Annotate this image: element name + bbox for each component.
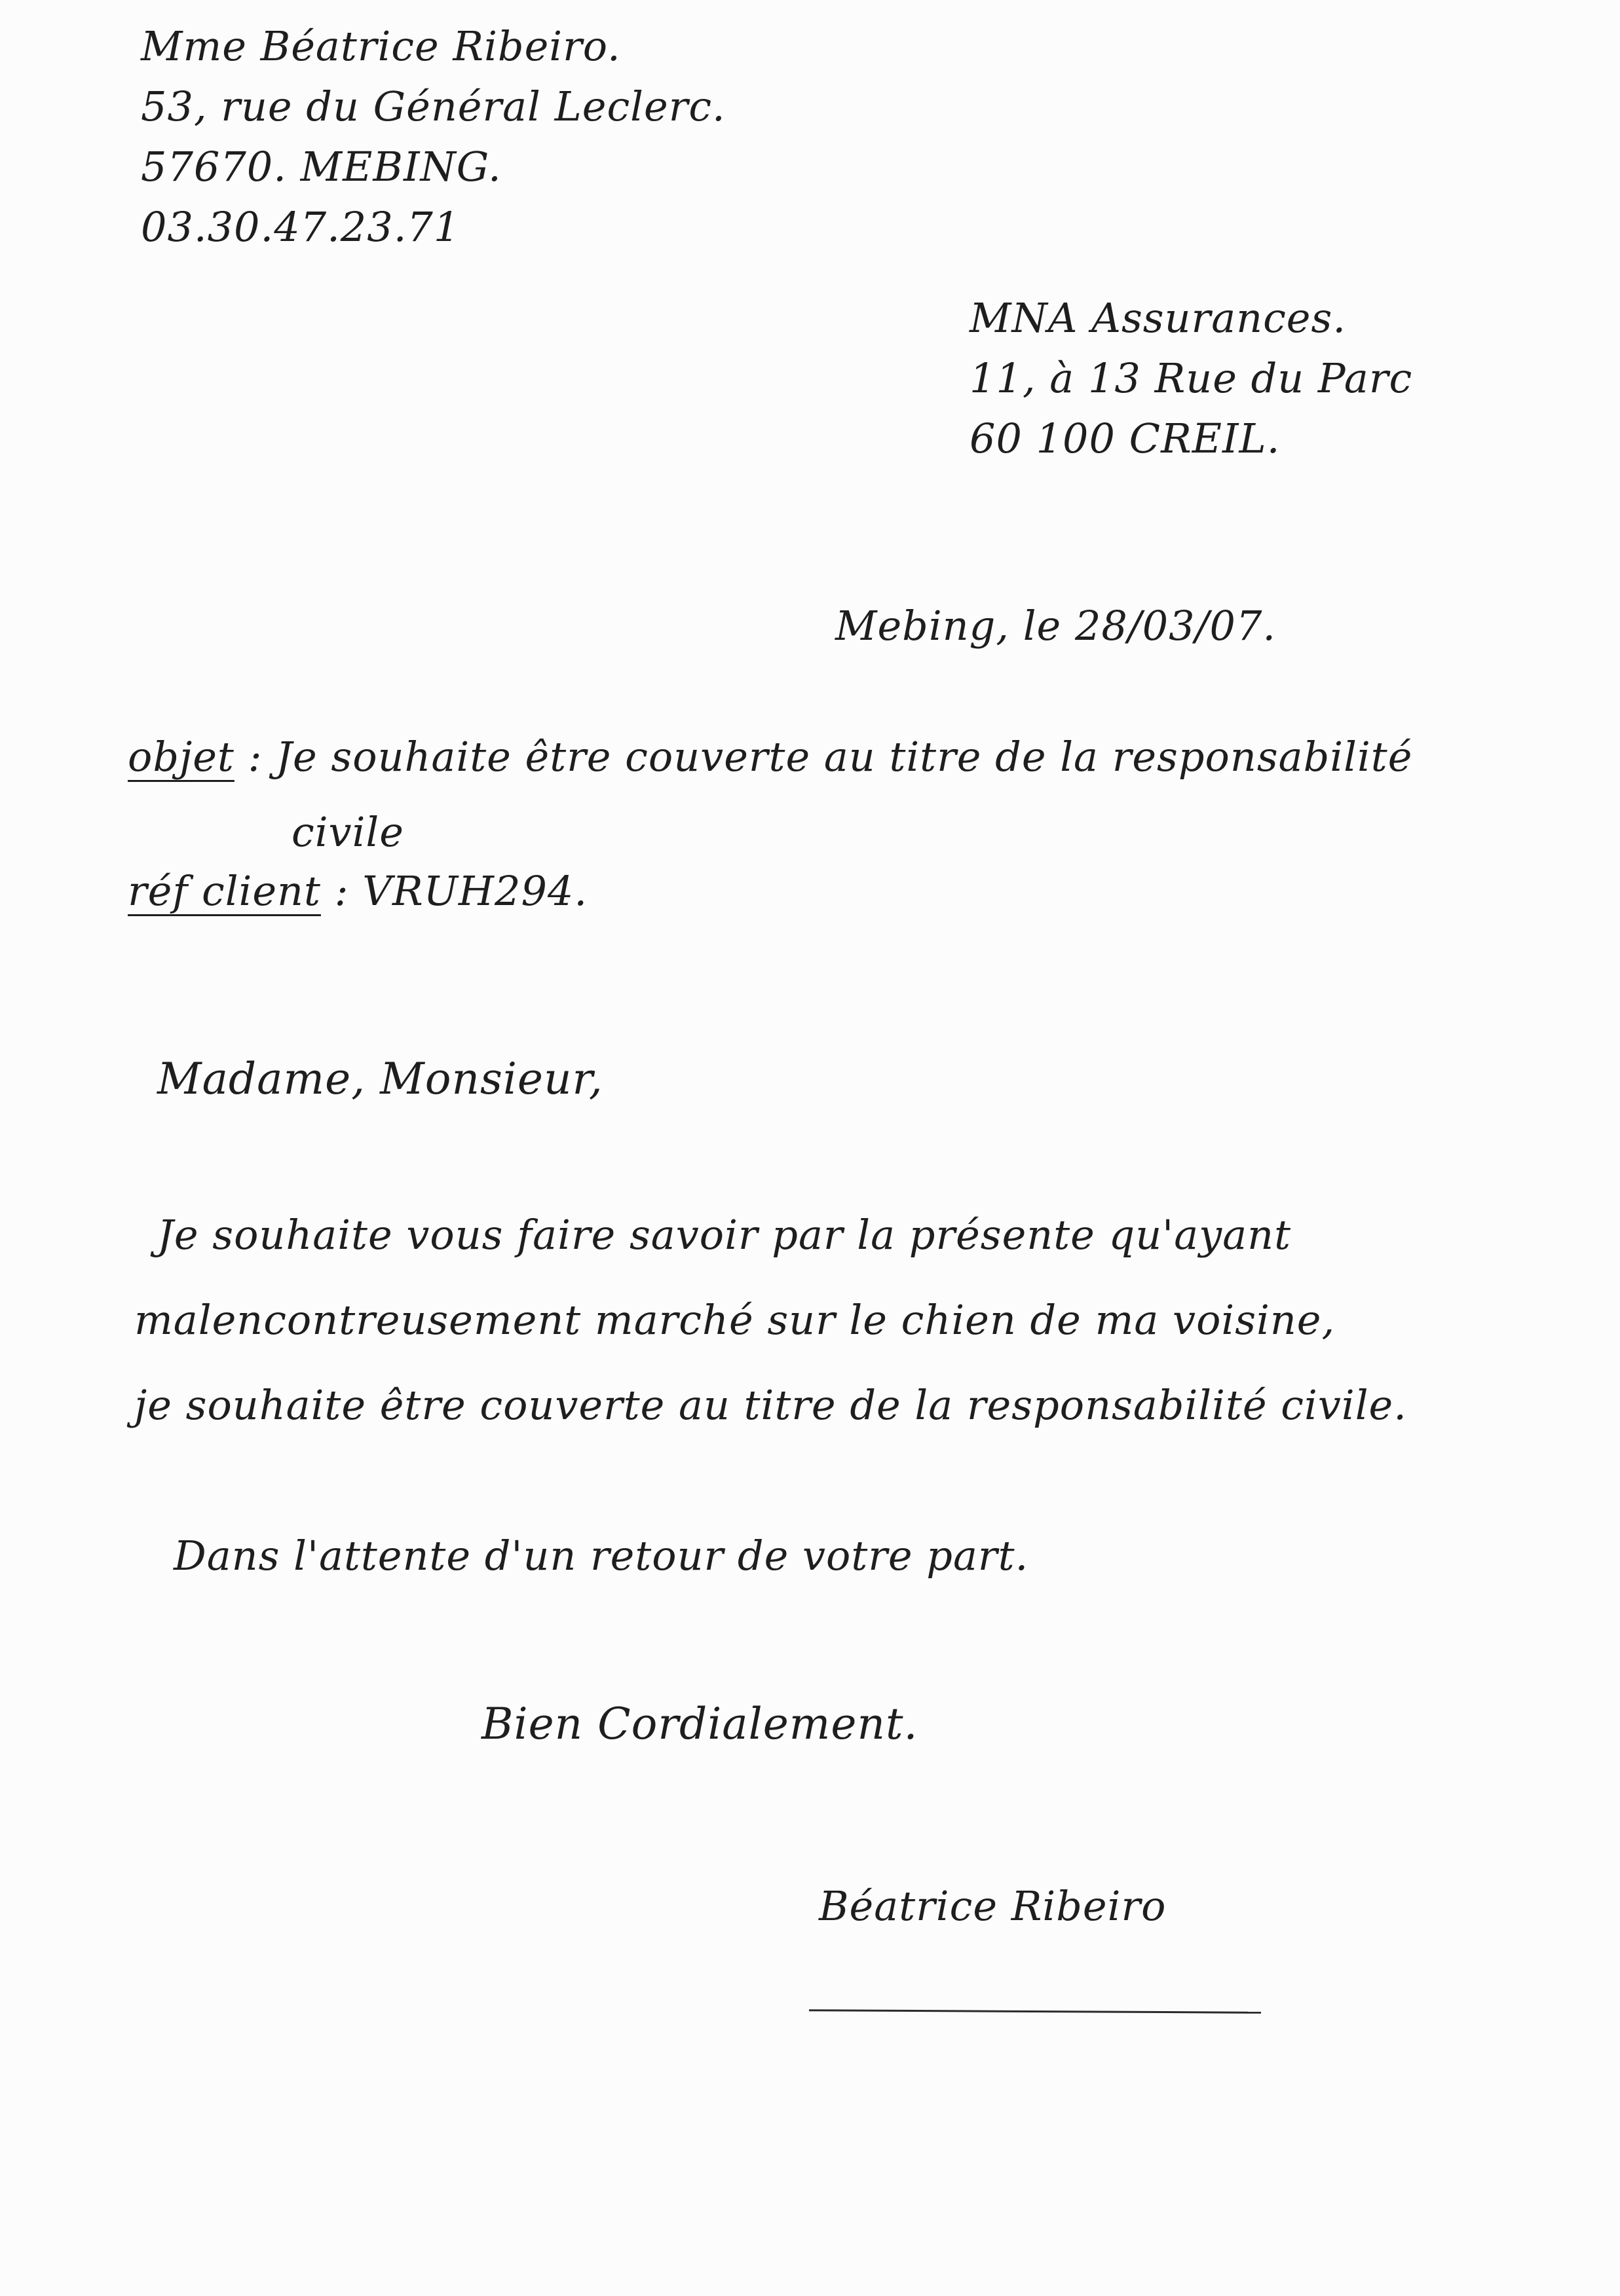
- sender-phone: 03.30.47.23.71: [141, 203, 461, 251]
- body-line: je souhaite être couverte au titre de la responsabilité civile.: [134, 1381, 1407, 1429]
- greeting: Madame, Monsieur,: [157, 1054, 603, 1104]
- sender-street: 53, rue du Général Leclerc.: [141, 83, 726, 130]
- sender-address-block: [141, 22, 726, 267]
- body-line: malencontreusement marché sur le chien de ma voisine,: [134, 1296, 1336, 1344]
- subject-label: objet: [128, 733, 235, 781]
- date-line: Mebing, le 28/03/07.: [835, 602, 1277, 650]
- body-line: Je souhaite vous faire savoir par la présente qu'ayant: [157, 1211, 1291, 1259]
- reference-text: : VRUH294.: [334, 867, 588, 915]
- closing-salutation: Bien Cordialement.: [481, 1699, 918, 1749]
- subject-line: [128, 733, 1413, 781]
- sender-name: Mme Béatrice Ribeiro.: [141, 22, 621, 70]
- reference-line: [128, 867, 588, 915]
- sender-city: 57670. MEBING.: [141, 143, 502, 191]
- recipient-company: MNA Assurances.: [970, 294, 1347, 342]
- closing-line: Dans l'attente d'un retour de votre part.: [174, 1532, 1029, 1580]
- subject-text: : Je souhaite être couverte au titre de la responsabilité: [248, 733, 1413, 781]
- subject-continuation: civile: [292, 808, 404, 856]
- recipient-address-block: [970, 294, 1413, 479]
- reference-label: réf client: [128, 867, 321, 915]
- signature-line: [809, 2009, 1261, 2014]
- recipient-city: 60 100 CREIL.: [970, 415, 1281, 462]
- signature-name: Béatrice Ribeiro: [819, 1882, 1167, 1930]
- recipient-street: 11, à 13 Rue du Parc: [970, 354, 1413, 402]
